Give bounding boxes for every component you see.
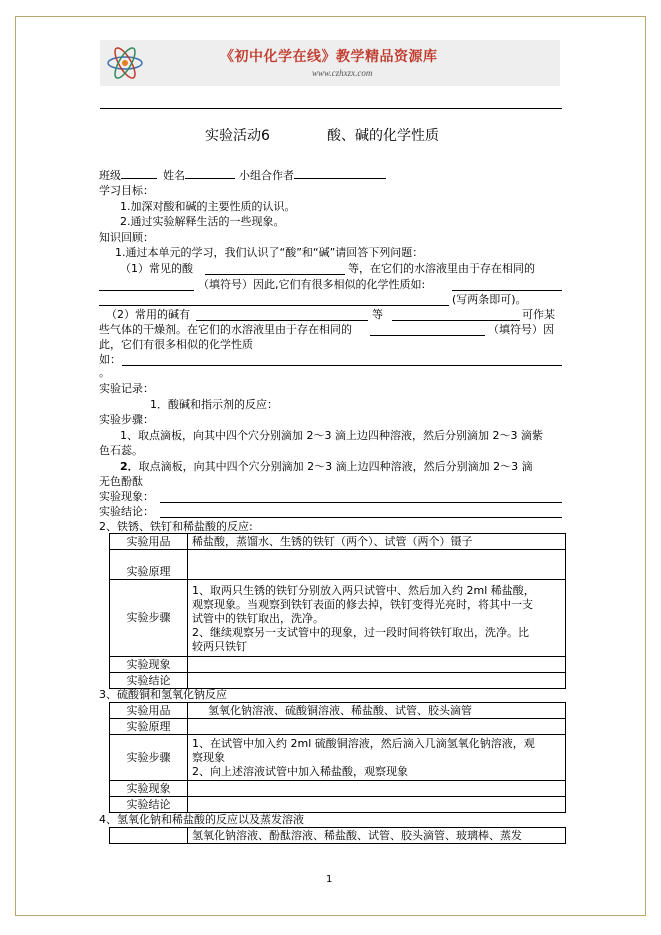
atom-logo-icon <box>104 43 146 83</box>
exp2-table <box>109 533 566 689</box>
review-acid-d: (写两条即可)。 <box>452 293 527 306</box>
info-line <box>99 167 386 183</box>
row-label: 实验现象 <box>110 781 188 797</box>
row-content[interactable] <box>188 657 566 673</box>
group-blank[interactable] <box>294 167 386 179</box>
table-row <box>110 550 566 580</box>
banner-title: 《初中化学在线》教学精品资源库 <box>220 49 438 65</box>
table-row <box>110 534 566 550</box>
group-label: 小组合作者 <box>239 169 294 182</box>
acid-property-blank[interactable] <box>452 290 562 291</box>
class-blank[interactable] <box>121 167 157 179</box>
row-label: 实验用品 <box>110 534 188 550</box>
acid-ion-blank[interactable] <box>99 290 194 291</box>
acid-property-blank-2[interactable] <box>99 305 449 306</box>
exp4-heading: 4、氢氧化钠和稀盐酸的反应以及蒸发溶液 <box>99 813 304 826</box>
table-row <box>110 703 566 719</box>
acid-blank[interactable] <box>205 274 345 275</box>
goal-item: 2.通过实验解释生活的一些现象。 <box>120 215 285 228</box>
phenomenon-label: 实验现象： <box>99 490 154 503</box>
step-line: 察现象 <box>192 751 225 764</box>
review-acid-b: 等，在它们的水溶液里由于存在相同的 <box>348 262 535 275</box>
class-label: 班级 <box>99 169 121 182</box>
exp1-step1: 1、取点滴板，向其中四个穴分别滴加 2～3 滴上边四种溶液，然后分别滴加 2～3 滴紫 <box>120 429 543 442</box>
row-content <box>188 735 566 781</box>
row-label <box>110 828 188 844</box>
record-heading: 实验记录： <box>99 382 154 395</box>
table-row <box>110 580 566 657</box>
review-acid-c: （填符号）因此,它们有很多相似的化学性质如: <box>198 278 426 291</box>
table-row <box>110 781 566 797</box>
row-content: 氢氧化钠溶液、酚酞溶液、稀盐酸、试管、胶头滴管、玻璃棒、蒸发 <box>188 828 566 844</box>
review-base-e: （填符号）因 <box>488 323 554 336</box>
phenomenon-blank[interactable] <box>160 502 562 503</box>
row-label: 实验现象 <box>110 657 188 673</box>
exp1-step1-cont: 色石蕊。 <box>99 444 143 457</box>
row-content[interactable] <box>188 781 566 797</box>
table-row <box>110 797 566 813</box>
base-blank[interactable] <box>196 320 368 321</box>
row-content[interactable] <box>188 797 566 813</box>
row-label: 实验原理 <box>110 719 188 735</box>
desiccant-blank[interactable] <box>392 320 520 321</box>
review-base-g: 如： <box>99 353 121 366</box>
row-content <box>188 580 566 657</box>
row-label: 实验步骤 <box>110 735 188 781</box>
page-number: 1 <box>326 874 333 885</box>
name-blank[interactable] <box>185 167 235 179</box>
exp1-title: 1．酸碱和指示剂的反应： <box>150 398 278 411</box>
step-line: 1、在试管中加入约 2ml 硫酸铜溶液，然后滴入几滴氢氧化钠溶液，观 <box>192 737 535 750</box>
row-label: 实验用品 <box>110 703 188 719</box>
review-base-label: （2）常用的碱有 <box>106 308 190 321</box>
row-content[interactable] <box>188 550 566 580</box>
conclusion-blank[interactable] <box>160 517 562 518</box>
row-content: 氢氧化钠溶液、硫酸铜溶液、稀盐酸、试管、胶头滴管 <box>188 703 566 719</box>
step2-number: 2． <box>120 460 139 473</box>
review-base-f: 此，它们有很多相似的化学性质 <box>99 338 253 351</box>
exp1-step2 <box>120 460 533 474</box>
goal-item: 1.加深对酸和碱的主要性质的认识。 <box>120 200 296 213</box>
row-label: 实验原理 <box>110 550 188 580</box>
step-line: 观察现象。当观察到铁钉表面的修去掉，铁钉变得光亮时，将其中一支 <box>192 597 533 611</box>
table-row <box>110 719 566 735</box>
row-label: 实验结论 <box>110 673 188 689</box>
goals-heading: 学习目标： <box>99 184 154 197</box>
row-content: 稀盐酸，蒸馏水、生锈的铁钉（两个）、试管（两个）镊子 <box>188 534 566 550</box>
step-line: 1、取两只生锈的铁钉分别放入两只试管中、然后加入约 2ml 稀盐酸， <box>192 583 535 597</box>
step-line: 较两只铁钉 <box>192 639 247 653</box>
base-ion-blank[interactable] <box>370 335 485 336</box>
row-content[interactable] <box>188 673 566 689</box>
step-line: 2、继续观察另一支试管中的现象，过一段时间将铁钉取出，洗净。比 <box>192 625 529 639</box>
review-intro: 1.通过本单元的学习，我们认识了“酸”和“碱”请回答下列问题： <box>115 246 424 259</box>
steps-label: 实验步骤： <box>99 413 154 426</box>
exp1-step2-cont: 无色酚酞 <box>99 475 143 488</box>
table-row <box>110 828 566 844</box>
table-row <box>110 657 566 673</box>
table-row <box>110 735 566 781</box>
review-end-mark: 。 <box>99 366 110 379</box>
table-row <box>110 673 566 689</box>
row-label: 实验步骤 <box>110 580 188 657</box>
base-property-blank[interactable] <box>122 365 562 366</box>
review-base-b: 等 <box>372 308 383 321</box>
row-content[interactable] <box>188 719 566 735</box>
row-label: 实验结论 <box>110 797 188 813</box>
header-rule <box>100 108 562 109</box>
banner-url: www.czhxzx.com <box>312 68 373 78</box>
exp3-heading: 3、硫酸铜和氢氧化钠反应 <box>99 688 227 701</box>
name-label: 姓名 <box>163 169 185 182</box>
title-activity: 实验活动6 <box>205 128 270 144</box>
title-topic: 酸、碱的化学性质 <box>327 128 439 144</box>
review-base-c: 可作某 <box>522 308 555 321</box>
review-heading: 知识回顾： <box>99 231 154 244</box>
review-acid-label: （1）常见的酸 <box>120 262 193 275</box>
conclusion-label: 实验结论： <box>99 505 154 518</box>
exp2-heading: 2、铁锈、铁钉和稀盐酸的反应: <box>99 520 253 533</box>
exp4-table <box>109 827 566 844</box>
step2-text: 取点滴板，向其中四个穴分别滴加 2～3 滴上边四种溶液，然后分别滴加 2～3 滴 <box>138 460 533 473</box>
step-line: 2、向上述溶液试管中加入稀盐酸，观察现象 <box>192 765 408 778</box>
step-line: 试管中的铁钉取出，洗净。 <box>192 611 324 625</box>
exp3-table <box>109 702 566 813</box>
review-base-d: 些气体的干燥剂。在它们的水溶液里由于存在相同的 <box>99 323 352 336</box>
